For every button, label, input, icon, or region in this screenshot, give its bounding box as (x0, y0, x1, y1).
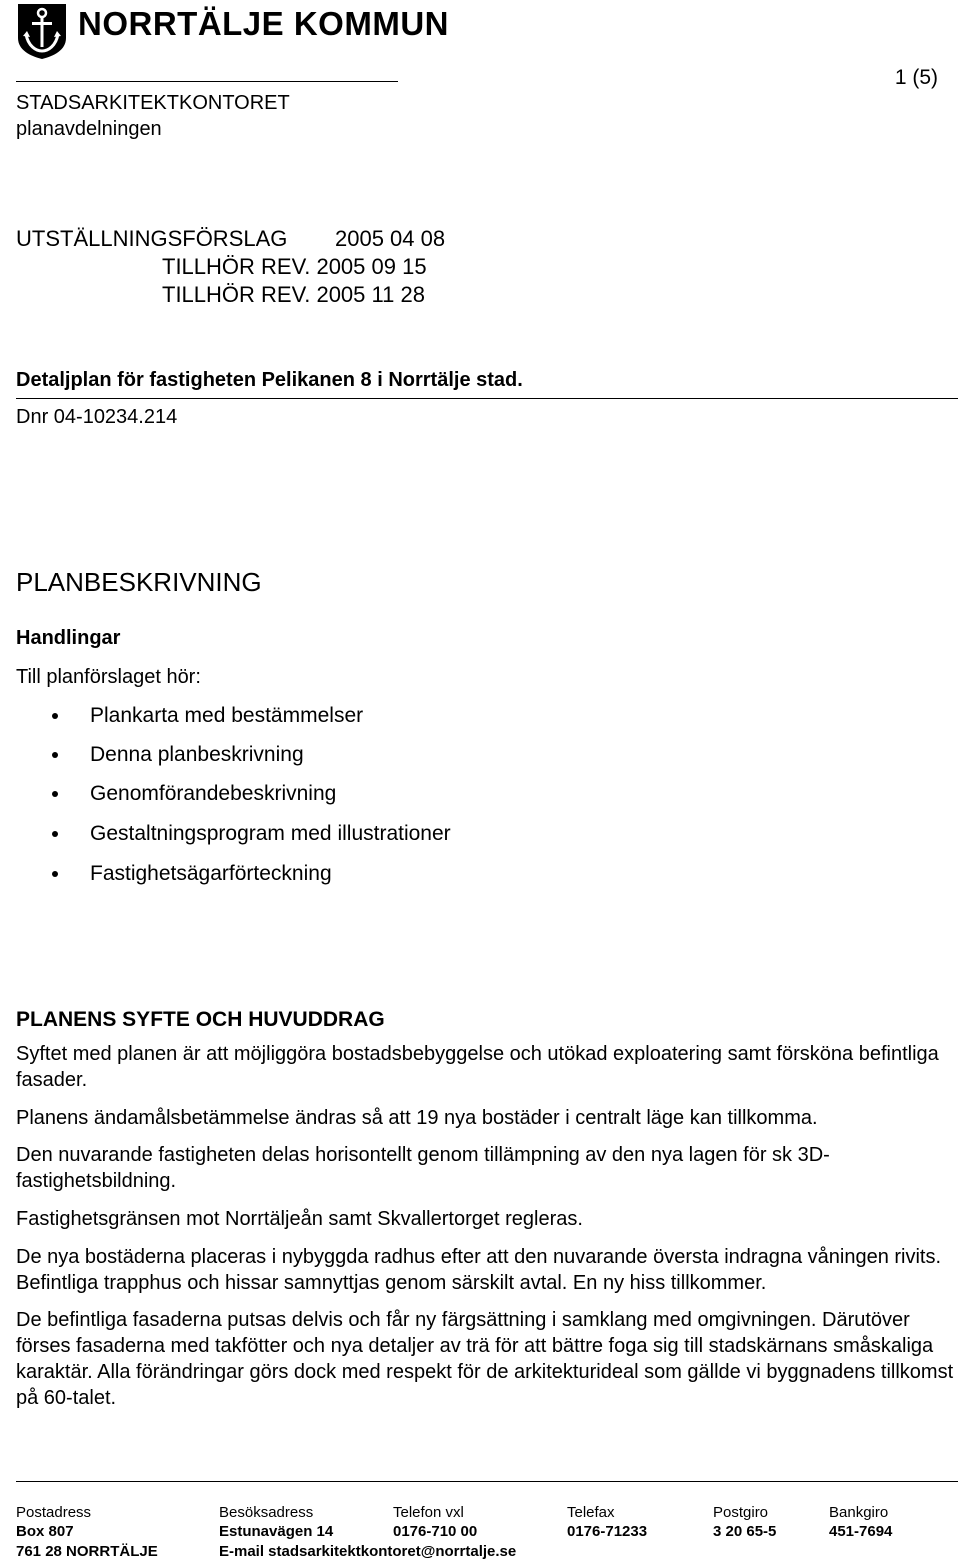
paragraph: Syftet med planen är att möjliggöra bostadsbebyggelse och utökad exploatering samt försköna befintliga fasader. (16, 1043, 939, 1091)
purpose-body (16, 1042, 956, 1424)
purpose-heading: PLANENS SYFTE OCH HUVUDDRAG (16, 1008, 385, 1031)
bullet-icon (52, 752, 58, 758)
header-divider (16, 81, 398, 82)
title-divider (16, 398, 958, 399)
paragraph: Fastighetsgränsen mot Norrtäljeån samt Skvallertorget regleras. (16, 1207, 583, 1230)
bullet-icon (52, 831, 58, 837)
telefon-label: Telefon vxl (393, 1504, 464, 1521)
diary-number: Dnr 04-10234.214 (16, 406, 178, 428)
telefax-value: 0176-71233 (567, 1523, 648, 1540)
documents-intro: Till planförslaget hör: (16, 666, 201, 688)
revision-1: TILLHÖR REV. 2005 09 15 (162, 254, 427, 279)
telefon-value: 0176-710 00 (393, 1523, 478, 1540)
status-date: 2005 04 08 (335, 226, 446, 251)
documents-subheading: Handlingar (16, 627, 121, 649)
document-title-block (16, 367, 958, 430)
anchor-crest-icon (16, 2, 68, 60)
bankgiro-label: Bankgiro (829, 1504, 889, 1521)
document-title: Detaljplan för fastigheten Pelikanen 8 i Norrtälje stad. (16, 369, 523, 391)
email-address: E-mail stadsarkitektkontoret@norrtalje.se (219, 1543, 517, 1560)
postadress-line1: Box 807 (16, 1523, 74, 1540)
bankgiro-value: 451-7694 (829, 1523, 893, 1540)
besoksadress-value: Estunavägen 14 (219, 1523, 334, 1540)
bullet-icon (52, 791, 58, 797)
page-number: 1 (5) (894, 66, 938, 89)
besoksadress-label: Besöksadress (219, 1504, 314, 1521)
postadress-line2: 761 28 NORRTÄLJE (16, 1543, 158, 1560)
status-label: UTSTÄLLNINGSFÖRSLAG (16, 226, 288, 251)
paragraph: Den nuvarande fastigheten delas horisontellt genom tillämpning av den nya lagen för sk 3D-fastighetsbildning. (16, 1144, 830, 1193)
paragraph: De nya bostäderna placeras i nybyggda radhus efter att den nuvarande översta indragna våningen rivits. Befintliga trapphus och hissar samnyttjas genom särskilt avtal. En ny hiss tillkommer. (16, 1245, 942, 1294)
department-name: planavdelningen (16, 118, 162, 140)
revision-2: TILLHÖR REV. 2005 11 28 (162, 282, 425, 307)
bullet-icon (52, 871, 58, 877)
bullet-icon (52, 713, 58, 719)
telefax-label: Telefax (567, 1504, 615, 1521)
paragraph: De befintliga fasaderna putsas delvis och får ny färgsättning i samklang med omgivningen. Därutöver förses fasaderna med takfötter och nya detaljer av trä för att bättre foga sig till stadskärnans småskaliga karaktär. Alla förändringar görs dock med respekt för de arkitekturideal som gällde vi byggnadens tillkomst på 60-talet. (16, 1309, 954, 1409)
postgiro-label: Postgiro (713, 1504, 769, 1521)
postadress-label: Postadress (16, 1504, 92, 1521)
main-heading: PLANBESKRIVNING (16, 567, 262, 597)
office-name: STADSARKITEKTKONTORET (16, 92, 290, 114)
postgiro-value: 3 20 65-5 (713, 1523, 777, 1540)
logo-text: NORRTÄLJE KOMMUN (78, 5, 449, 42)
footer-divider (16, 1481, 958, 1482)
paragraph: Planens ändamålsbetämmelse ändras så att 19 nya bostäder i centralt läge kan tillkomma. (16, 1106, 818, 1129)
municipality-logo (16, 0, 449, 64)
